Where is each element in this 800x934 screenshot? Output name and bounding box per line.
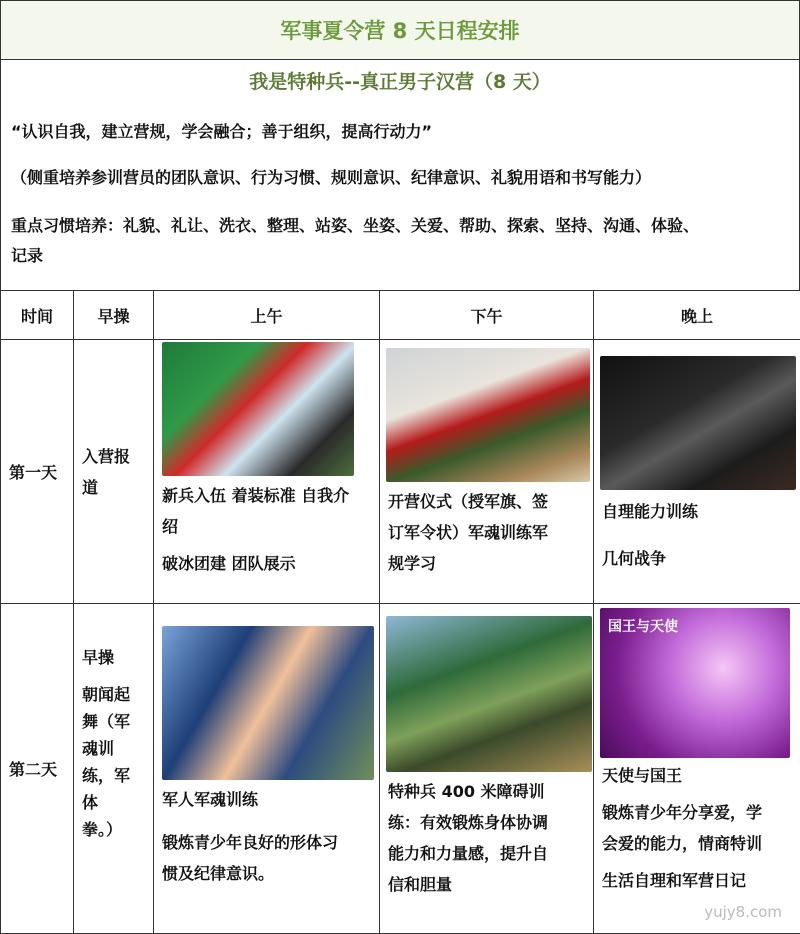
exercise-line: 魂训 xyxy=(74,735,153,762)
exercise-line: 入营报 xyxy=(74,441,153,472)
camp-motto: “认识自我，建立营规，学会融合；善于组织，提高行动力” xyxy=(11,117,791,147)
afternoon-photo xyxy=(386,348,590,482)
evening-line: 锻炼青少年分享爱，学 xyxy=(594,797,800,828)
camp-subtitle: 我是特种兵--真正男子汉营（8 天） xyxy=(1,67,799,94)
intro-section xyxy=(0,59,800,291)
table-row xyxy=(1,604,800,934)
morning-cell xyxy=(154,604,380,934)
evening-photo xyxy=(600,356,796,490)
day-label: 第二天 xyxy=(1,604,74,934)
morning-line: 军人军魂训练 xyxy=(154,784,379,815)
afternoon-line: 能力和力量感，提升自 xyxy=(380,838,593,869)
watermark: yujy8.com xyxy=(704,903,782,921)
table-row xyxy=(1,340,800,604)
afternoon-cell xyxy=(380,604,594,934)
exercise-line: 舞（军 xyxy=(74,708,153,735)
page-title: 军事夏令营 8 天日程安排 xyxy=(0,0,800,60)
morning-photo xyxy=(162,626,374,780)
afternoon-line: 练：有效锻炼身体协调 xyxy=(380,807,593,838)
afternoon-cell xyxy=(380,340,594,604)
day-label: 第一天 xyxy=(1,340,74,604)
exercise-cell xyxy=(74,604,154,934)
spacer xyxy=(154,815,379,827)
photo-caption: 国王与天使 xyxy=(608,616,678,636)
evening-photo xyxy=(600,608,790,758)
morning-photo xyxy=(162,342,354,476)
evening-line: 自理能力训练 xyxy=(594,496,800,527)
spacer xyxy=(594,527,800,543)
habits-line-2: 记录 xyxy=(11,241,791,271)
morning-cell xyxy=(154,340,380,604)
morning-line: 新兵入伍 着装标准 自我介 xyxy=(154,480,379,511)
evening-line: 生活自理和军营日记 xyxy=(594,865,800,896)
evening-line: 天使与国王 xyxy=(594,760,800,791)
afternoon-line: 特种兵 400 米障碍训 xyxy=(380,776,593,807)
morning-line: 绍 xyxy=(154,511,379,542)
exercise-line: 练，军 xyxy=(74,762,153,789)
exercise-line: 道 xyxy=(74,472,153,503)
exercise-line: 拳。） xyxy=(74,816,153,843)
afternoon-line: 订军令状）军魂训练军 xyxy=(380,517,593,548)
morning-line: 破冰团建 团队展示 xyxy=(154,548,379,579)
exercise-line: 体 xyxy=(74,789,153,816)
afternoon-line: 开营仪式（授军旗、签 xyxy=(380,486,593,517)
evening-cell xyxy=(594,604,800,934)
exercise-line: 朝闻起 xyxy=(74,681,153,708)
exercise-line: 早操 xyxy=(74,642,153,673)
camp-focus: （侧重培养参训营员的团队意识、行为习惯、规则意识、纪律意识、礼貌用语和书写能力） xyxy=(11,163,791,193)
morning-line: 锻炼青少年良好的形体习 xyxy=(154,827,379,858)
spacer xyxy=(74,673,153,681)
habits-line-1: 重点习惯培养：礼貌、礼让、洗衣、整理、站姿、坐姿、关爱、帮助、探索、坚持、沟通、体验、 xyxy=(11,211,791,241)
evening-cell xyxy=(594,340,800,604)
column-header: 上午 xyxy=(154,291,380,340)
morning-line: 惯及纪律意识。 xyxy=(154,858,379,889)
column-header: 早操 xyxy=(74,291,154,340)
column-header: 晚上 xyxy=(594,291,800,340)
evening-line: 会爱的能力，情商特训 xyxy=(594,828,800,859)
afternoon-line: 信和胆量 xyxy=(380,869,593,900)
afternoon-line: 规学习 xyxy=(380,548,593,579)
afternoon-photo xyxy=(386,616,592,772)
column-header: 时间 xyxy=(1,291,74,340)
schedule-table xyxy=(0,290,800,934)
evening-line: 几何战争 xyxy=(594,543,800,574)
exercise-cell xyxy=(74,340,154,604)
table-header-row xyxy=(1,291,800,340)
column-header: 下午 xyxy=(380,291,594,340)
